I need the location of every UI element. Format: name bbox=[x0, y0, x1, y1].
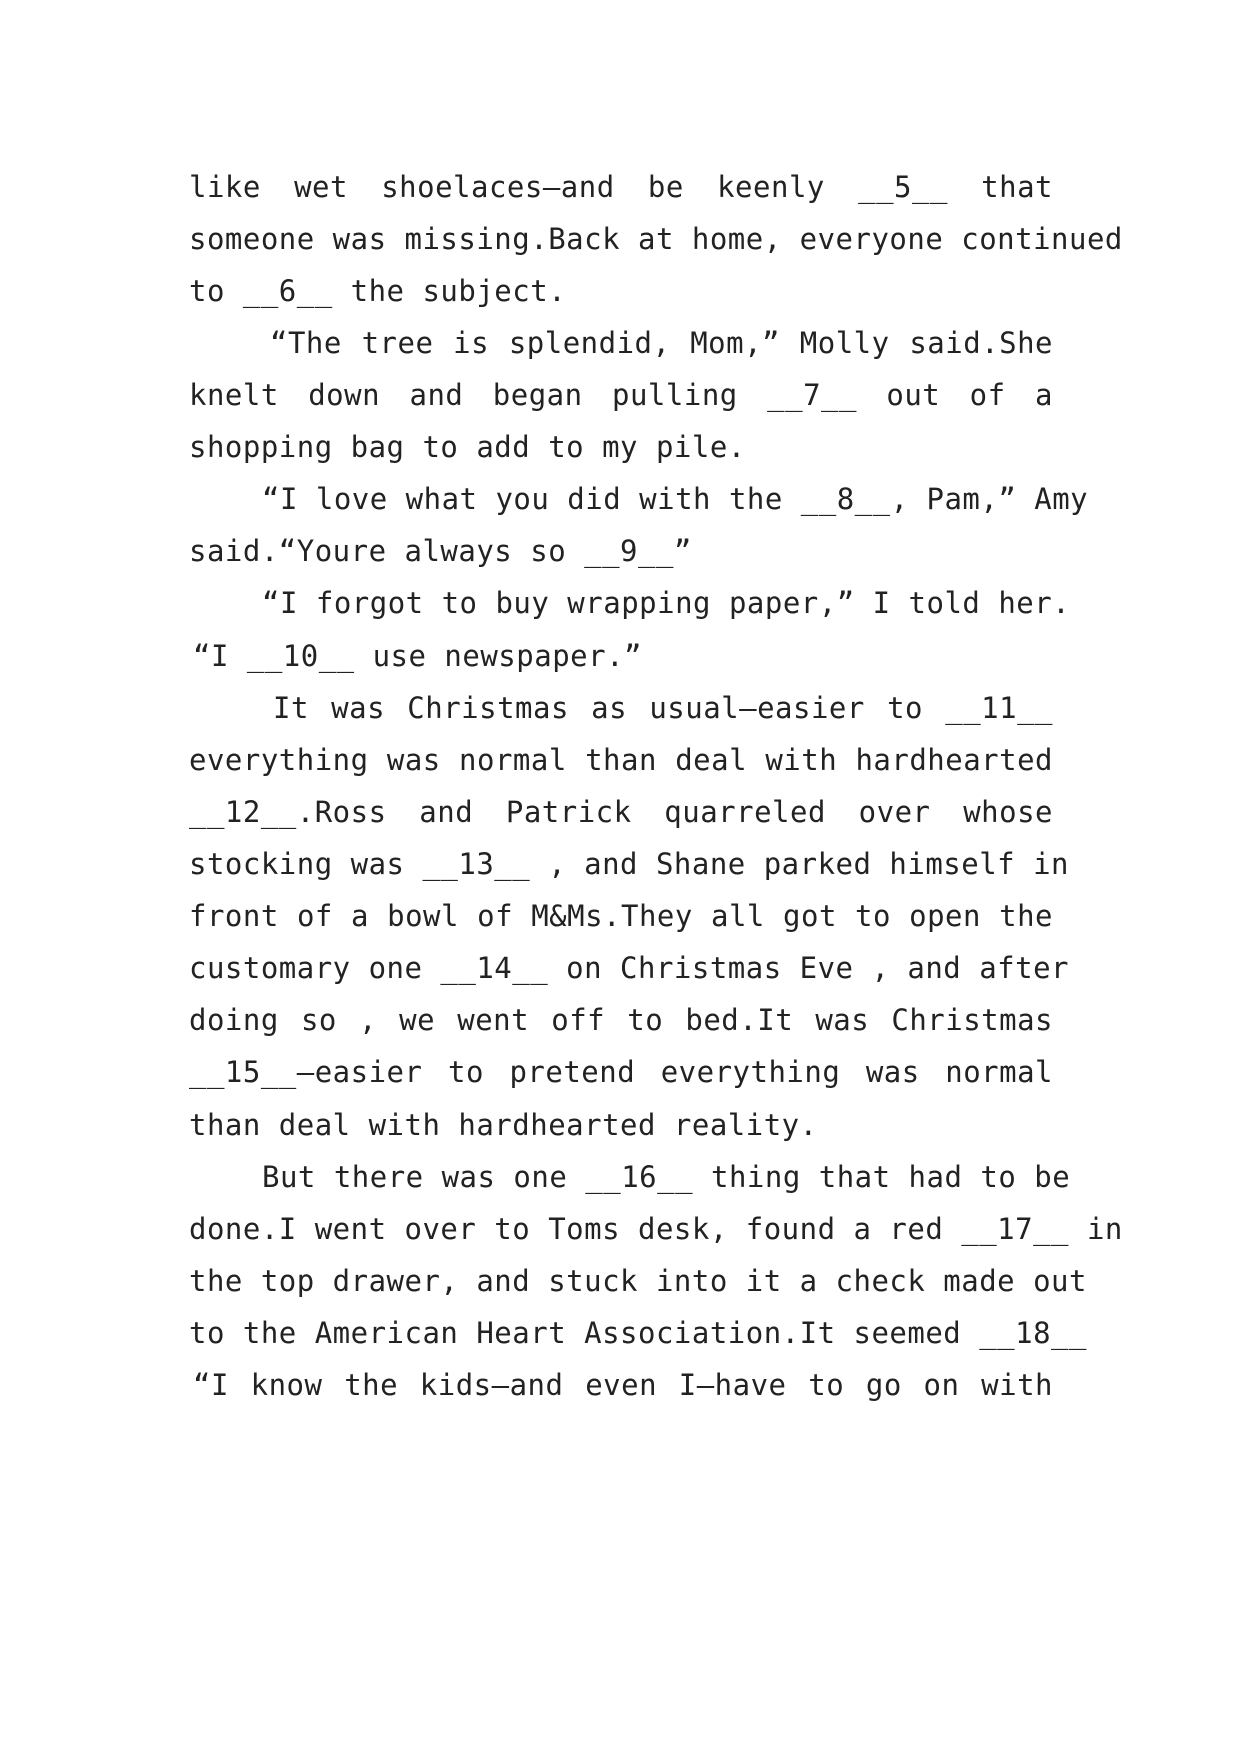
text-line: “I love what you did with the __8__, Pam,” Amy bbox=[262, 482, 1089, 516]
text-line: __15__—easier to pretend everything was normal bbox=[189, 1055, 1053, 1089]
text-line: “I forgot to buy wrapping paper,” I told her. bbox=[262, 586, 1071, 620]
text-line: like wet shoelaces—and be keenly __5__ that bbox=[189, 170, 1053, 204]
text-line: It was Christmas as usual—easier to __11__ bbox=[273, 691, 1053, 725]
text-line: __12__.Ross and Patrick quarreled over whose bbox=[189, 795, 1053, 829]
text-line: the top drawer, and stuck into it a check made out bbox=[189, 1264, 1087, 1298]
text-line: said.“Youre always so __9__” bbox=[189, 534, 692, 568]
text-line: “I __10__ use newspaper.” bbox=[193, 639, 642, 673]
text-line: But there was one __16__ thing that had to be bbox=[262, 1160, 1071, 1194]
text-line: done.I went over to Toms desk, found a red __17__ in bbox=[189, 1212, 1123, 1246]
text-line: shopping bag to add to my pile. bbox=[189, 430, 746, 464]
text-line: knelt down and began pulling __7__ out of a bbox=[189, 378, 1053, 412]
text-line: doing so , we went off to bed.It was Christmas bbox=[189, 1003, 1053, 1037]
text-line: stocking was __13__ , and Shane parked himself in bbox=[189, 847, 1070, 881]
text-line: “I know the kids—and even I—have to go on with bbox=[193, 1368, 1053, 1402]
text-line: “The tree is splendid, Mom,” Molly said.She bbox=[270, 326, 1053, 360]
text-line: front of a bowl of M&Ms.They all got to open the bbox=[189, 899, 1053, 933]
text-line: everything was normal than deal with hardhearted bbox=[189, 743, 1053, 777]
text-line: than deal with hardhearted reality. bbox=[189, 1108, 818, 1142]
text-line: to the American Heart Association.It seemed __18__ bbox=[189, 1316, 1087, 1350]
text-line: customary one __14__ on Christmas Eve , and after bbox=[189, 951, 1070, 985]
text-line: someone was missing.Back at home, everyone continued bbox=[189, 222, 1123, 256]
text-line: to __6__ the subject. bbox=[189, 274, 567, 308]
